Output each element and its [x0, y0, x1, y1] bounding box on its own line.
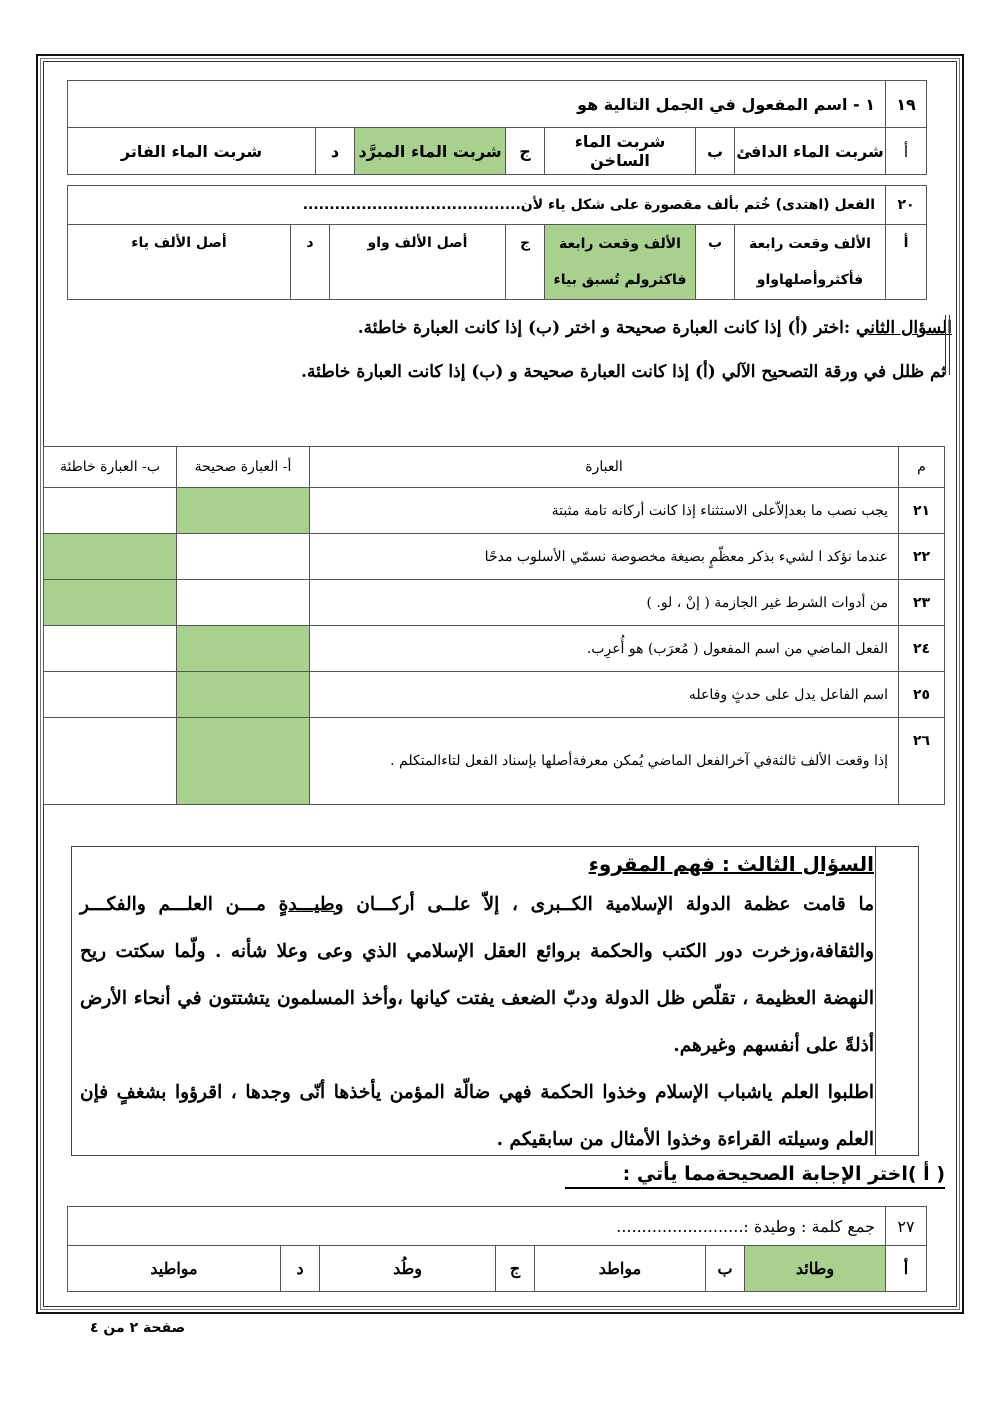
option-letter: د [281, 1246, 320, 1292]
true-cell[interactable] [177, 580, 310, 626]
reading-passage-box [71, 846, 919, 1156]
header-statement: العبارة [310, 447, 899, 488]
true-false-table [43, 446, 945, 805]
false-cell-selected[interactable] [44, 534, 177, 580]
reading-paragraph-2: اطلبوا العلم ياشباب الإسلام وخذوا الحكمة فهي ضالّة المؤمن يأخذها أنّى وجدها ، اقرؤوا بشغفٍ فإن العلم وسيلته القراءة وخذوا الأمثال من سابقيكم . [80, 1082, 874, 1150]
question-2-instruction-line1 [358, 318, 952, 338]
option-letter: د [316, 128, 355, 175]
option-a-line2: فأكثروأصلهاواو [756, 272, 864, 288]
option-letter: ج [506, 225, 545, 300]
reading-side-column [875, 847, 918, 1155]
option-letter: ب [706, 1246, 745, 1292]
option-d[interactable]: مواطيد [68, 1246, 281, 1292]
row-statement: الفعل الماضي من اسم المفعول ( مُعرَب) هو أُعرِب. [310, 626, 899, 672]
table-row [44, 626, 945, 672]
row-number: ٢١ [899, 488, 945, 534]
option-letter: أ [886, 225, 927, 300]
table-row [44, 534, 945, 580]
margin-bar [945, 315, 950, 375]
reading-heading: السؤال الثالث : فهم المقروء [588, 852, 874, 876]
false-cell[interactable] [44, 488, 177, 534]
row-statement: عندما نؤكد ا لشيء بذكر معظّمٍ بصيغة مخصوصة نسمّي الأسلوب مدحًا [310, 534, 899, 580]
question-2-title: السؤال الثاني [856, 318, 952, 338]
option-letter: ب [696, 225, 735, 300]
underlined-word: وطيـــدةٍ [278, 894, 344, 915]
option-b-correct[interactable] [545, 225, 696, 300]
option-letter: ج [506, 128, 545, 175]
row-number: ٢٥ [899, 672, 945, 718]
header-false: ب- العبارة خاطئة [44, 447, 177, 488]
option-a-correct[interactable]: وطائد [745, 1246, 886, 1292]
question-27-table [67, 1206, 927, 1292]
table-row [44, 580, 945, 626]
header-true: أ- العبارة صحيحة [177, 447, 310, 488]
true-cell-selected[interactable] [177, 488, 310, 534]
option-b-line2: فاكثرولم تُسبق بياء [553, 272, 687, 288]
paragraph-text: مـــن العلـــم والفكـــر والثقافة،وزخرت دور الكتب والحكمة بروائع العقل الإسلامي الذي وعى وعلا شأنه . ولّما سكتت ريح النهضة العظيمة ، تقلّص ظل الدولة ودبّ الضعف يفتت كيانها ،وأخذ المسلمون يتشتتون في أنحاء الأرض أذلةً على أنفسهم وغيرهم. [80, 894, 874, 1056]
false-cell[interactable] [44, 718, 177, 805]
page-number: صفحة ٢ من ٤ [90, 1320, 186, 1336]
option-a-line1: الألف وقعت رابعة [748, 236, 871, 252]
question-text: جمع كلمة : وطيدة :......................... [68, 1207, 886, 1246]
option-c[interactable]: وطُد [320, 1246, 496, 1292]
true-cell[interactable] [177, 534, 310, 580]
row-number: ٢٦ [899, 718, 945, 805]
question-number: ٢٠ [886, 186, 927, 225]
option-d[interactable]: أصل الألف ياء [68, 225, 291, 300]
question-20-table [67, 185, 927, 300]
option-b[interactable]: مواطد [535, 1246, 706, 1292]
header-number: م [899, 447, 945, 488]
option-letter: أ [886, 1246, 927, 1292]
option-letter: أ [886, 128, 927, 175]
false-cell[interactable] [44, 672, 177, 718]
row-number: ٢٢ [899, 534, 945, 580]
true-cell-selected[interactable] [177, 672, 310, 718]
false-cell-selected[interactable] [44, 580, 177, 626]
table-row [44, 718, 945, 805]
option-letter: ج [496, 1246, 535, 1292]
true-cell-selected[interactable] [177, 718, 310, 805]
question-text: الفعل (اهتدى) خُتم بألف مقصورة على شكل ياء لأن......................................... [68, 186, 886, 225]
paragraph-text: ما قامت عظمة الدولة الإسلامية الكــبرى ، إلاّ علــى أركـــان [343, 894, 874, 915]
reading-passage [80, 847, 874, 1163]
row-statement: من أدوات الشرط غير الجازمة ( إنْ ، لو. ) [310, 580, 899, 626]
option-c[interactable]: أصل الألف واو [330, 225, 506, 300]
subsection-title: ( أ )اختر الإجابة الصحيحةمما يأتي : [565, 1163, 945, 1189]
option-c-correct[interactable]: شربت الماء المبرَّد [355, 128, 506, 175]
instruction-text: :اختر (أ) إذا كانت العبارة صحيحة و اختر (ب) إذا كانت العبارة خاطئة. [357, 318, 857, 338]
option-a[interactable] [735, 225, 886, 300]
option-b[interactable]: شربت الماء الساخن [545, 128, 696, 175]
row-statement: إذا وقعت الألف ثالثةفي آخرالفعل الماضي يُمكن معرفةأصلها بإسناد الفعل لتاءالمتكلم . [310, 718, 899, 805]
question-19-table [67, 80, 927, 175]
option-letter: ب [696, 128, 735, 175]
option-a[interactable]: شربت الماء الدافئ [735, 128, 886, 175]
table-row [44, 672, 945, 718]
false-cell[interactable] [44, 626, 177, 672]
question-text: ١ - اسم المفعول في الجمل التالية هو [68, 81, 886, 128]
table-row [44, 488, 945, 534]
option-b-line1: الألف وقعت رابعة [558, 236, 681, 252]
reading-paragraph-1 [80, 881, 874, 1069]
option-d[interactable]: شربت الماء الفاتر [68, 128, 316, 175]
option-letter: د [291, 225, 330, 300]
row-statement: اسم الفاعل يدل على حدثٍ وفاعله [310, 672, 899, 718]
row-statement: يجب نصب ما بعدإلاّعلى الاستثناء إذا كانت أركانه تامة مثبتة [310, 488, 899, 534]
true-cell-selected[interactable] [177, 626, 310, 672]
row-number: ٢٣ [899, 580, 945, 626]
question-number: ١٩ [886, 81, 927, 128]
question-number: ٢٧ [886, 1207, 927, 1246]
question-2-instruction-line2: ثم ظلل في ورقة التصحيح الآلي (أ) إذا كانت العبارة صحيحة و (ب) إذا كانت العبارة خاطئة. [301, 362, 946, 382]
row-number: ٢٤ [899, 626, 945, 672]
